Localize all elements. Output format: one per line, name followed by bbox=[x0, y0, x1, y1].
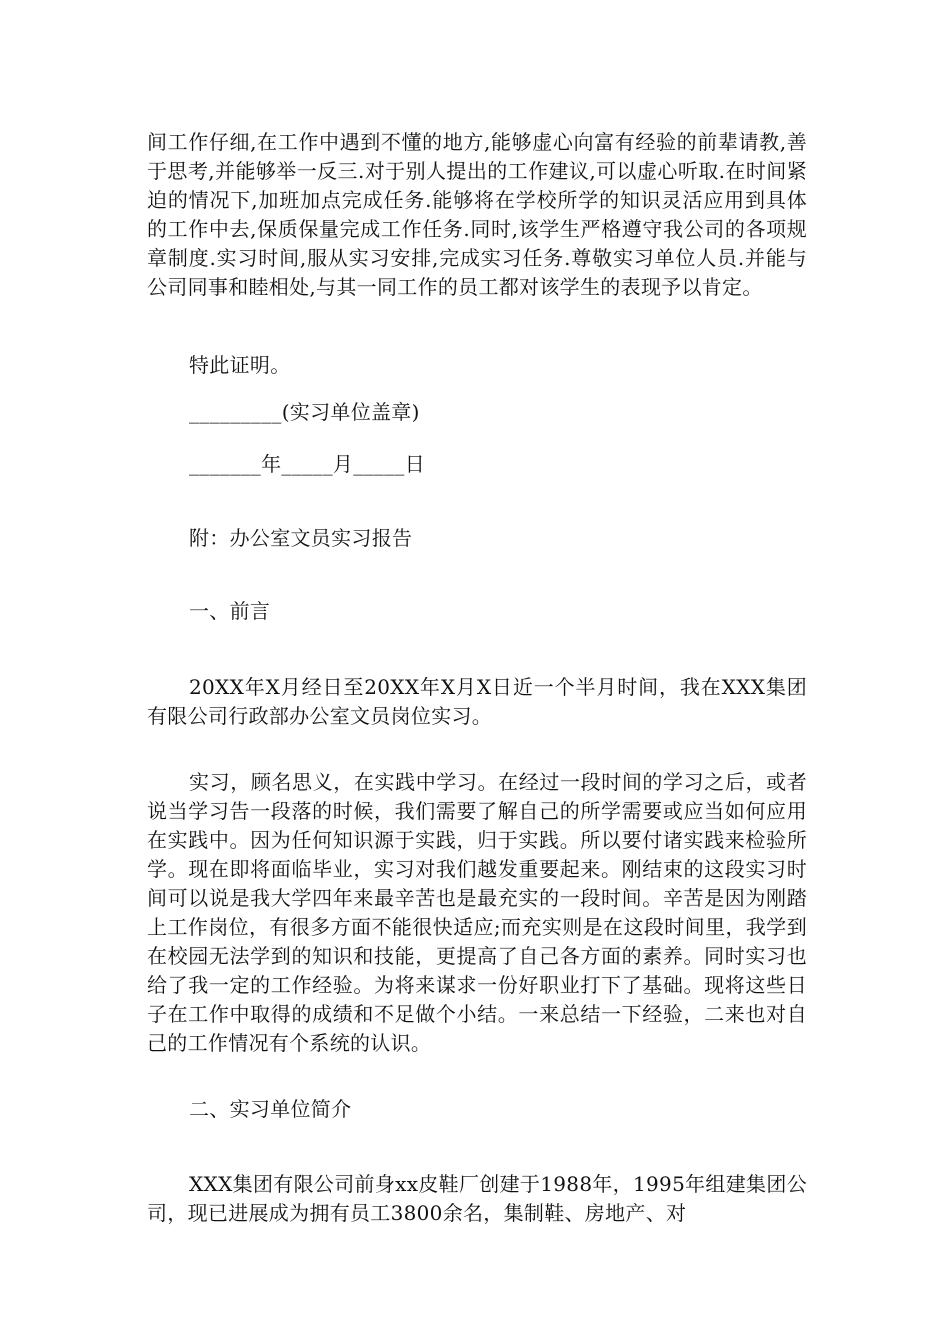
section-heading-company: 二、实习单位简介 bbox=[189, 1097, 352, 1121]
paragraph-internship-meaning: 实习，顾名思义，在实践中学习。在经过一段时间的学习之后，或者说当学习告一段落的时候，我们需要了解自己的所学需要或应当如何应用在实践中。因为任何知识源于实践，归于实践。所以要付诸实践来检验所学。现在即将面临毕业，实习对我们越发重要起来。刚结束的这段实习时间可以说是我大学四年来最辛苦也是最充实的一段时间。辛苦是因为刚踏上工作岗位，有很多方面不能很快适应;而充实则是在这段时间里，我学到在校园无法学到的知识和技能，更提高了自己各方面的素养。同时实习也给了我一定的工作经验。为将来谋求一份好职业打下了基础。现将这些日子在工作中取得的成绩和不足做个小结。一来总结一下经验，二来也对自己的工作情况有个系统的认识。 bbox=[147, 770, 807, 1055]
document-page bbox=[147, 0, 807, 1344]
paragraph-company-intro: XXX集团有限公司前身xx皮鞋厂创建于1988年，1995年组建集团公司，现已进展成为拥有员工3800余名，集制鞋、房地产、对 bbox=[147, 1172, 807, 1225]
certify-line: 特此证明。 bbox=[189, 353, 291, 377]
paragraph-internship-period: 20XX年X月经日至20XX年X月X日近一个半月时间，我在XXX集团有限公司行政部办公室文员岗位实习。 bbox=[147, 675, 807, 728]
attachment-title: 附：办公室文员实习报告 bbox=[189, 526, 413, 550]
section-heading-preface: 一、前言 bbox=[189, 599, 271, 623]
seal-line: _________(实习单位盖章) bbox=[189, 400, 420, 424]
paragraph-evaluation: 间工作仔细,在工作中遇到不懂的地方,能够虚心向富有经验的前辈请教,善于思考,并能够举一反三.对于别人提出的工作建议,可以虚心听取.在时间紧迫的情况下,加班加点完成任务.能够将在学校所学的知识灵活应用到具体的工作中去,保质保量完成工作任务.同时,该学生严格遵守我公司的各项规章制度.实习时间,服从实习安排,完成实习任务.尊敬实习单位人员.并能与公司同事和睦相处,与其一同工作的员工都对该学生的表现予以肯定。 bbox=[147, 130, 807, 299]
date-line: _______年_____月_____日 bbox=[189, 452, 425, 476]
